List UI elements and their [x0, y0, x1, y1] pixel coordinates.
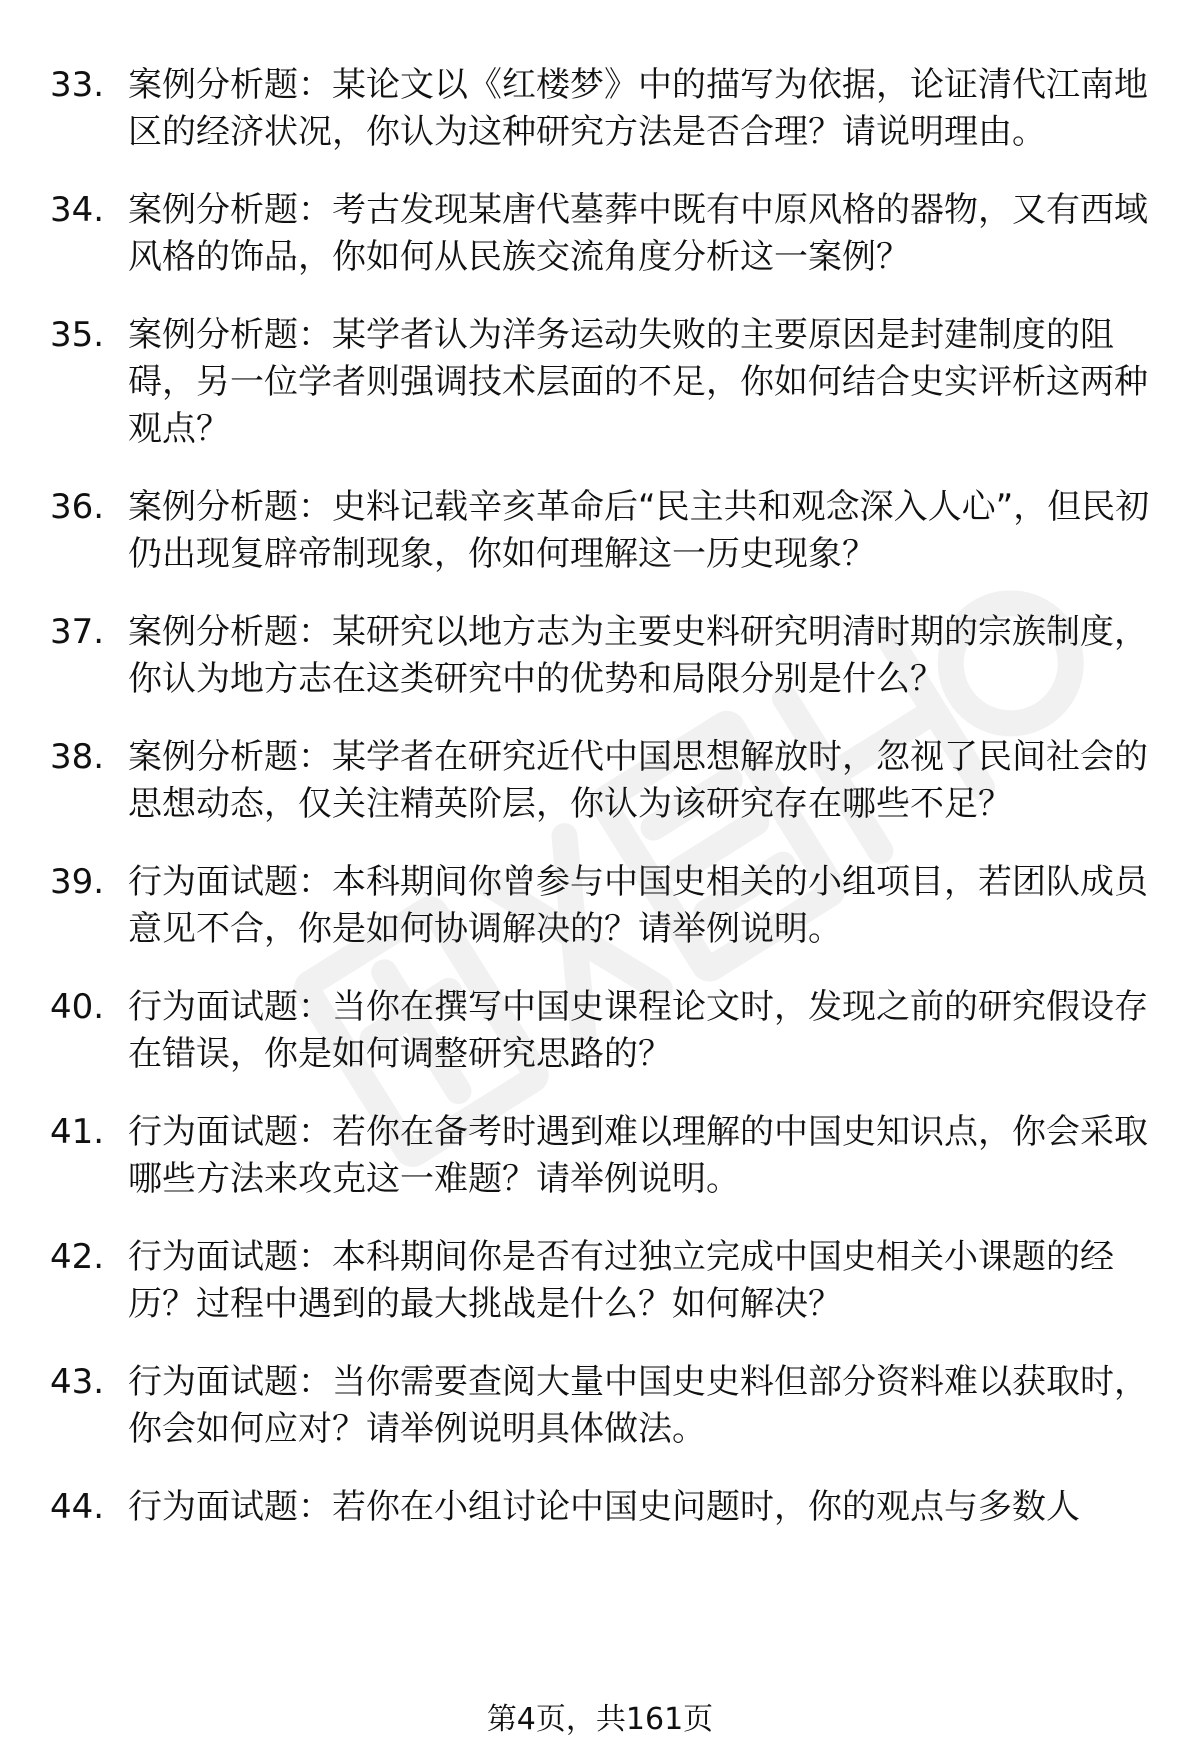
- question-number: 35.: [50, 315, 105, 355]
- question-text: 行为面试题：当你在撰写中国史课程论文时，发现之前的研究假设存在错误，你是如何调整研究思路的？: [128, 987, 1148, 1074]
- question-item: [50, 187, 1150, 281]
- question-item: [50, 1359, 1150, 1453]
- question-item: [50, 734, 1150, 828]
- question-text: 案例分析题：史料记载辛亥革命后“民主共和观念深入人心”，但民初仍出现复辟帝制现象，你如何理解这一历史现象？: [128, 487, 1150, 574]
- question-number: 43.: [50, 1362, 105, 1402]
- page-number-label: 第4页，共161页: [486, 1702, 714, 1737]
- question-text: 案例分析题：某论文以《红楼梦》中的描写为依据，论证清代江南地区的经济状况，你认为这种研究方法是否合理？请说明理由。: [128, 65, 1148, 152]
- question-text: 行为面试题：本科期间你曾参与中国史相关的小组项目，若团队成员意见不合，你是如何协调解决的？请举例说明。: [128, 862, 1148, 949]
- question-number: 38.: [50, 737, 105, 777]
- question-number: 41.: [50, 1112, 105, 1152]
- question-number: 44.: [50, 1487, 105, 1527]
- question-text: 案例分析题：考古发现某唐代墓葬中既有中原风格的器物，又有西域风格的饰品，你如何从民族交流角度分析这一案例？: [128, 190, 1148, 277]
- question-number: 37.: [50, 612, 105, 652]
- page-footer: [0, 1700, 1200, 1740]
- question-text: 行为面试题：当你需要查阅大量中国史史料但部分资料难以获取时，你会如何应对？请举例说明具体做法。: [128, 1362, 1148, 1449]
- question-item: [50, 859, 1150, 953]
- question-item: [50, 1109, 1150, 1203]
- question-item: [50, 62, 1150, 156]
- question-list: [50, 62, 1150, 1562]
- question-number: 34.: [50, 190, 105, 230]
- question-text: 案例分析题：某学者在研究近代中国思想解放时，忽视了民间社会的思想动态，仅关注精英阶层，你认为该研究存在哪些不足？: [128, 737, 1148, 824]
- question-item: [50, 609, 1150, 703]
- question-number: 33.: [50, 65, 105, 105]
- question-text: 案例分析题：某学者认为洋务运动失败的主要原因是封建制度的阻碍，另一位学者则强调技术层面的不足，你如何结合史实评析这两种观点？: [128, 315, 1148, 449]
- question-number: 40.: [50, 987, 105, 1027]
- question-number: 36.: [50, 487, 105, 527]
- question-text: 行为面试题：若你在备考时遇到难以理解的中国史知识点，你会采取哪些方法来攻克这一难题？请举例说明。: [128, 1112, 1148, 1199]
- question-item: [50, 312, 1150, 453]
- question-text: 案例分析题：某研究以地方志为主要史料研究明清时期的宗族制度，你认为地方志在这类研究中的优势和局限分别是什么？: [128, 612, 1148, 699]
- question-item: [50, 484, 1150, 578]
- question-number: 39.: [50, 862, 105, 902]
- question-item: [50, 1484, 1150, 1531]
- question-number: 42.: [50, 1237, 105, 1277]
- question-text: 行为面试题：本科期间你是否有过独立完成中国史相关小课题的经历？过程中遇到的最大挑战是什么？如何解决？: [128, 1237, 1114, 1324]
- question-item: [50, 1234, 1150, 1328]
- question-item: [50, 984, 1150, 1078]
- question-text: 行为面试题：若你在小组讨论中国史问题时，你的观点与多数人: [128, 1487, 1080, 1527]
